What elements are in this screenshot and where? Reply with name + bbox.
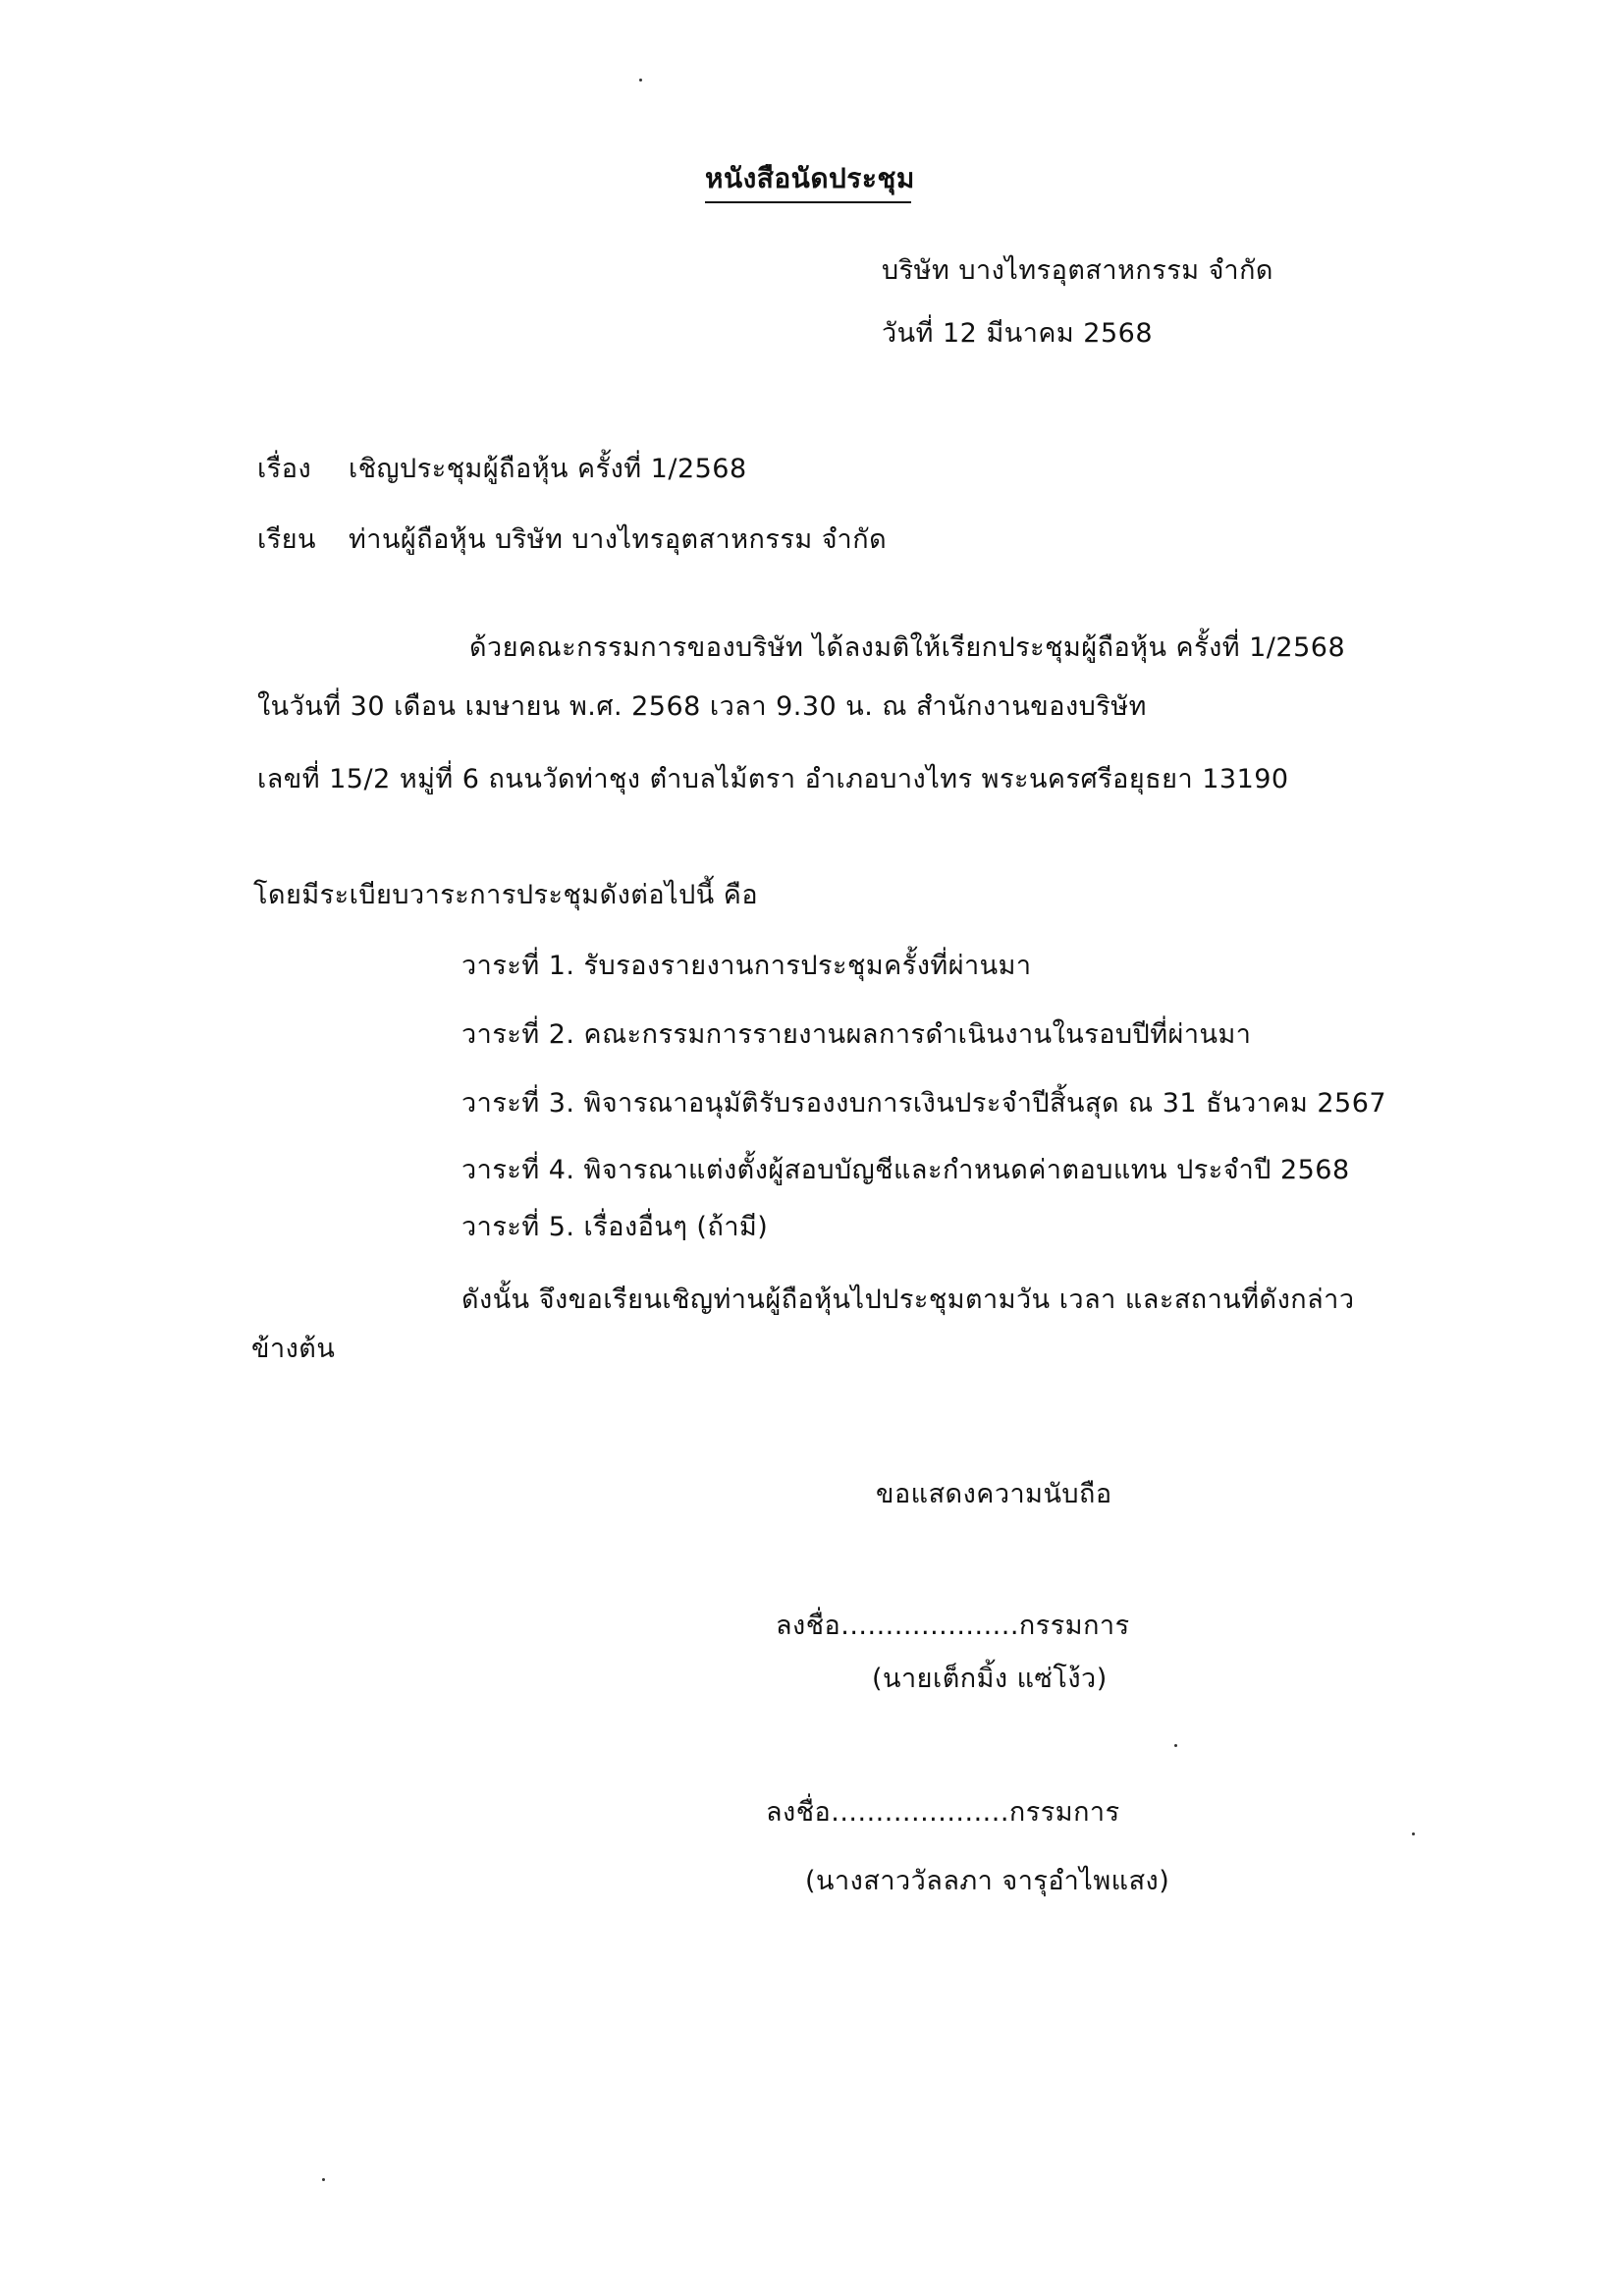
agenda-intro: โดยมีระเบียบวาระการประชุมดังต่อไปนี้ คือ <box>253 880 759 910</box>
subject-text: เชิญประชุมผู้ถือหุ้น ครั้งที่ 1/2568 <box>349 454 747 484</box>
signature-line-2: ลงชื่อ....................กรรมการ <box>766 1797 1120 1828</box>
subject-label: เรื่อง <box>257 454 312 484</box>
signatory-name-1: (นายเต็กมิ้ง แซ่โง้ว) <box>872 1664 1108 1694</box>
agenda-item-4: วาระที่ 4. พิจารณาแต่งตั้งผู้สอบบัญชีและกำหนดค่าตอบแทน ประจำปี 2568 <box>461 1155 1350 1185</box>
body-line-3: เลขที่ 15/2 หมู่ที่ 6 ถนนวัดท่าชุง ตำบลไม้ตรา อำเภอบางไทร พระนครศรีอยุธยา 13190 <box>257 764 1289 794</box>
scan-speck <box>322 2178 325 2181</box>
scan-speck <box>639 79 642 82</box>
agenda-item-3: วาระที่ 3. พิจารณาอนุมัติรับรองงบการเงินประจำปีสิ้นสุด ณ 31 ธันวาคม 2567 <box>461 1088 1387 1119</box>
document-title: หนังสือนัดประชุม <box>705 162 915 194</box>
agenda-item-5: วาระที่ 5. เรื่องอื่นๆ (ถ้ามี) <box>461 1212 769 1242</box>
closing-line-1: ดังนั้น จึงขอเรียนเชิญท่านผู้ถือหุ้นไปประชุมตามวัน เวลา และสถานที่ดังกล่าว <box>461 1285 1355 1315</box>
recipient-label: เรียน <box>257 524 317 555</box>
body-line-1: ด้วยคณะกรรมการของบริษัท ได้ลงมติให้เรียกประชุมผู้ถือหุ้น ครั้งที่ 1/2568 <box>469 632 1346 663</box>
title-underline <box>705 201 911 203</box>
document-date: วันที่ 12 มีนาคม 2568 <box>882 318 1154 349</box>
closing-line-2: ข้างต้น <box>251 1334 336 1364</box>
agenda-item-2: วาระที่ 2. คณะกรรมการรายงานผลการดำเนินงานในรอบปีที่ผ่านมา <box>461 1019 1252 1050</box>
agenda-item-1: วาระที่ 1. รับรองรายงานการประชุมครั้งที่ผ่านมา <box>461 951 1032 981</box>
body-line-2: ในวันที่ 30 เดือน เมษายน พ.ศ. 2568 เวลา 9.30 น. ณ สำนักงานของบริษัท <box>257 691 1147 722</box>
signature-line-1: ลงชื่อ....................กรรมการ <box>776 1611 1130 1641</box>
regards-text: ขอแสดงความนับถือ <box>876 1479 1112 1509</box>
scan-speck <box>1174 1744 1177 1747</box>
company-header: บริษัท บางไทรอุตสาหกรรม จำกัด <box>882 255 1273 286</box>
recipient-text: ท่านผู้ถือหุ้น บริษัท บางไทรอุตสาหกรรม จำกัด <box>349 524 888 555</box>
scan-speck <box>1412 1832 1415 1835</box>
signatory-name-2: (นางสาววัลลภา จารุอำไพแสง) <box>805 1866 1170 1896</box>
